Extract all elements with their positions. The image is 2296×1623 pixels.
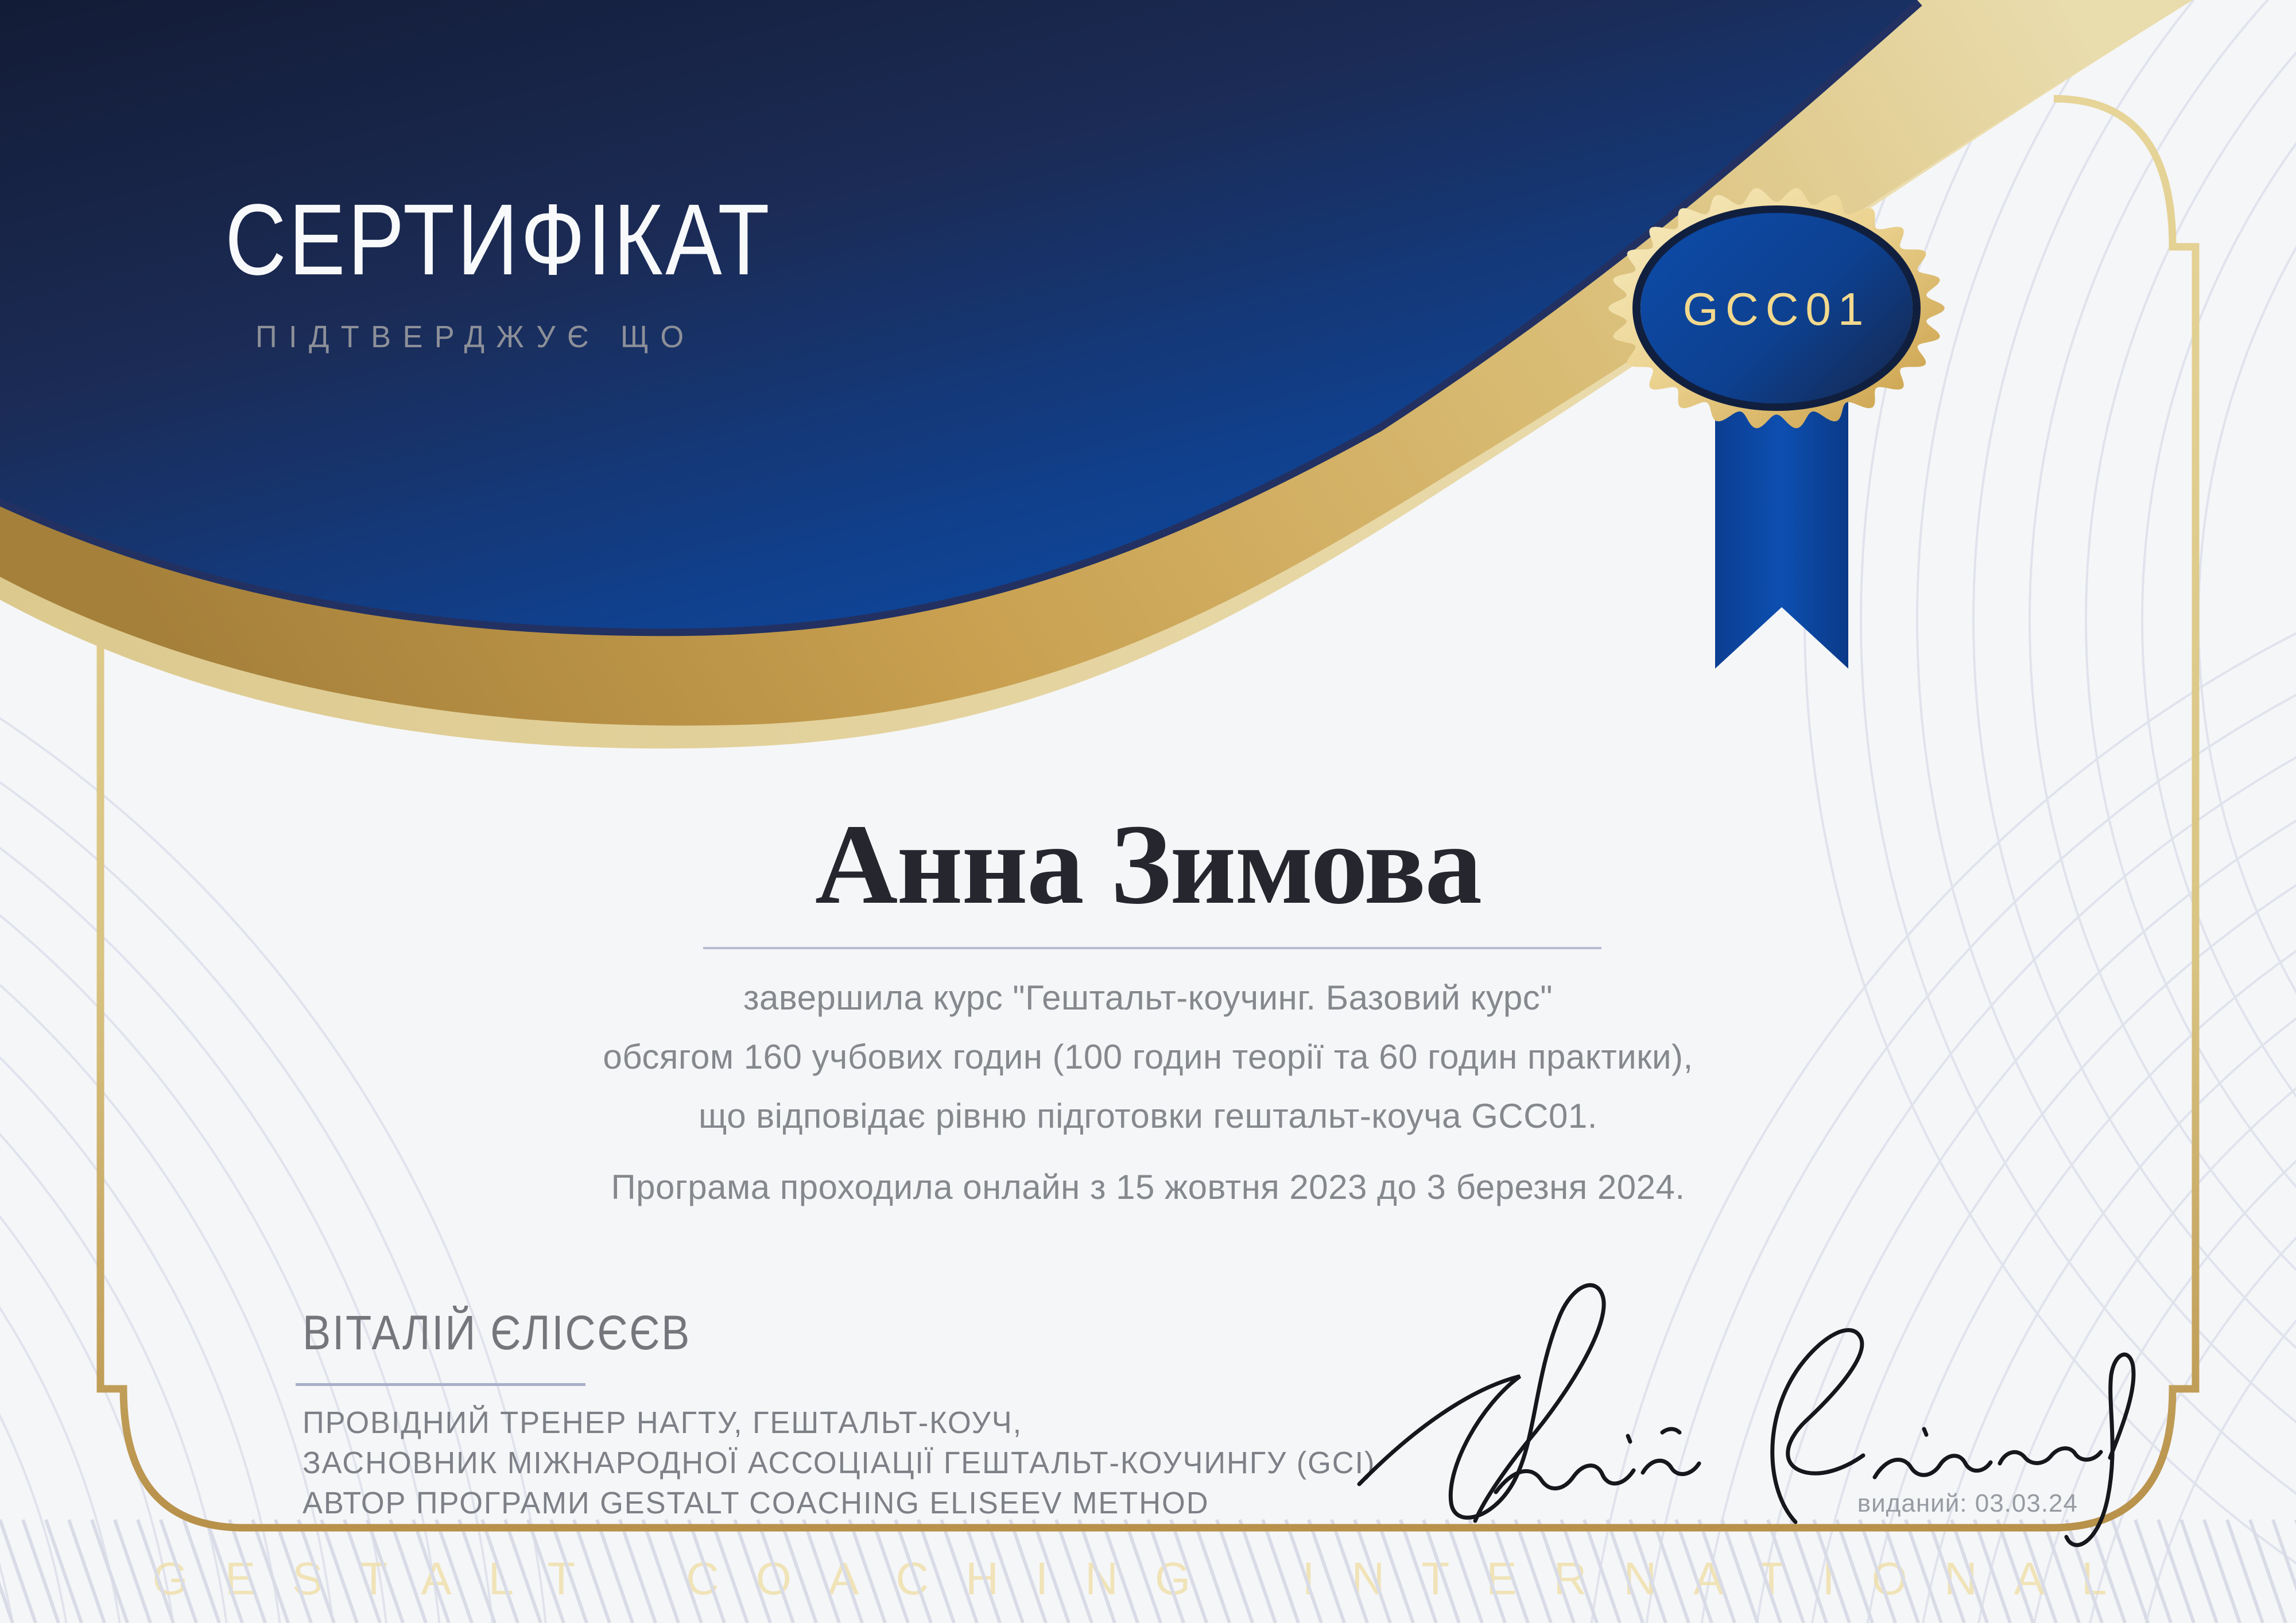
- course-line: завершила курс "Гештальт-коучинг. Базовий курс": [743, 979, 1553, 1017]
- issued-date-label: виданий: 03.03.24: [1857, 1489, 2078, 1517]
- certificate-title: СЕРТИФІКАТ: [225, 184, 772, 296]
- program-dates-line: Програма проходила онлайн з 15 жовтня 2023 до 3 березня 2024.: [611, 1168, 1685, 1206]
- signer-underline: [296, 1383, 585, 1386]
- watermark-text: GESTALT COACHING INTERNATIONAL: [152, 1553, 2144, 1604]
- hours-line: обсягом 160 учбових годин (100 годин теорії та 60 годин практики),: [603, 1038, 1693, 1076]
- recipient-name: Анна Зимова: [815, 801, 1481, 928]
- signer-title-line: ПРОВІДНИЙ ТРЕНЕР НАГТУ, ГЕШТАЛЬТ-КОУЧ,: [302, 1405, 1023, 1440]
- signer-title-line: ЗАСНОВНИК МІЖНАРОДНОЇ АССОЦІАЦІЇ ГЕШТАЛЬТ-КОУЧИНГУ (GCI): [302, 1446, 1376, 1480]
- signer-title-line: АВТОР ПРОГРАМИ GESTALT COACHING ELISEEV METHOD: [302, 1486, 1209, 1520]
- signer-name: ВІТАЛІЙ ЄЛІСЄЄВ: [302, 1306, 691, 1360]
- name-divider: [703, 947, 1601, 949]
- badge-code-label: GCC01: [1682, 284, 1871, 335]
- level-line: що відповідає рівню підготовки гештальт-коуча GCC01.: [699, 1097, 1597, 1135]
- certificate-subtitle: ПІДТВЕРДЖУЄ ЩО: [255, 320, 696, 354]
